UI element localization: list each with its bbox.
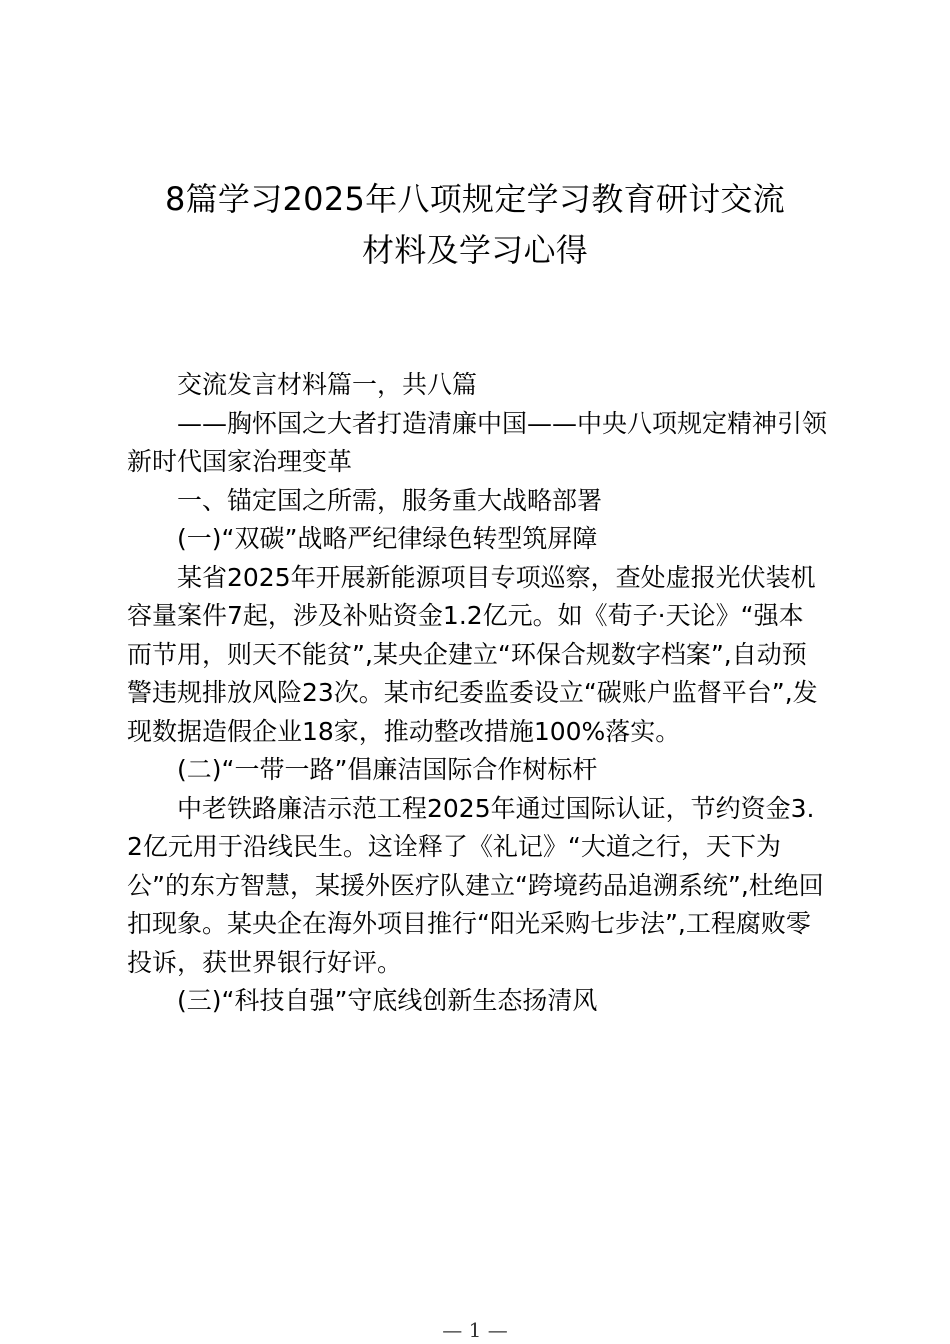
paragraph-subtitle: ——胸怀国之大者打造清廉中国——中央八项规定精神引领新时代国家治理变革: [127, 408, 828, 476]
document-title: [100, 174, 850, 276]
section-heading-1: 一、锚定国之所需，服务重大战略部署: [177, 485, 603, 515]
body-paragraph: 某省2025年开展新能源项目专项巡察，查处虚报光伏装机容量案件7起，涉及补贴资金1.2亿元。如《荀子·天论》“强本而节用，则天不能贫”,某央企建立“环保合规数字档案”,自动预警违规排放风险23次。某市纪委监委设立“碳账户监督平台”,发现数据造假企业18家，推动整改措施100%落实。: [127, 562, 818, 746]
title-line-1: 8篇学习2025年八项规定学习教育研讨交流: [164, 180, 786, 218]
document-body: [127, 366, 827, 1021]
page-number: — 1 —: [442, 1318, 508, 1342]
subsection-heading-3: (三)“科技自强”守底线创新生态扬清风: [177, 986, 598, 1015]
paragraph-series-label: 交流发言材料篇一，共八篇: [177, 370, 478, 399]
title-line-2: 材料及学习心得: [361, 231, 589, 269]
body-paragraph: 中老铁路廉洁示范工程2025年通过国际认证，节约资金3.2亿元用于沿线民生。这诠释了《礼记》“大道之行，天下为公”的东方智慧，某援外医疗队建立“跨境药品追溯系统”,杜绝回扣现象。某央企在海外项目推行“阳光采购七步法”,工程腐败零投诉，获世界银行好评。: [127, 793, 824, 977]
subsection-heading-1: (一)“双碳”战略严纪律绿色转型筑屏障: [177, 524, 598, 553]
subsection-heading-2: (二)“一带一路”倡廉洁国际合作树标杆: [177, 755, 598, 784]
